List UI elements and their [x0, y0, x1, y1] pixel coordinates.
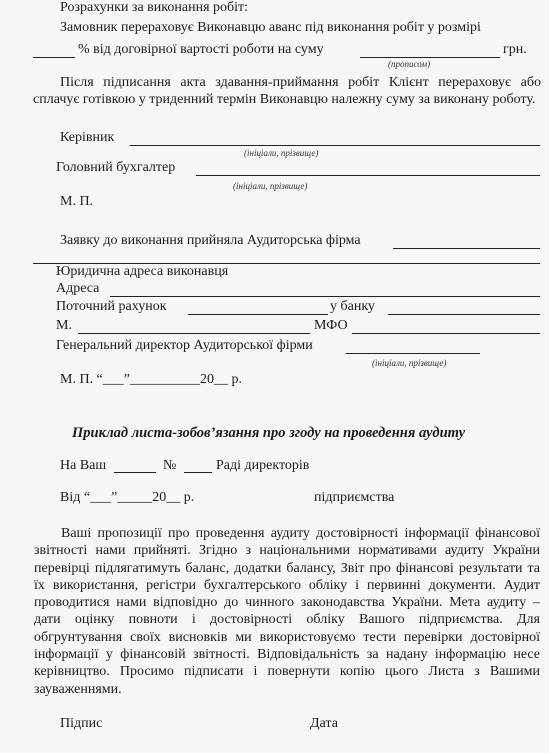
advance-line-1: Замовник перераховує Виконавцю аванс під виконання робіт у розмірі [60, 20, 481, 35]
director-blank [346, 353, 480, 354]
date-label: Дата [310, 716, 338, 731]
sum-blank [360, 57, 500, 58]
letter-body: Ваші пропозиції про проведення аудиту достовірності інформації фінансової звітності нами прийняті. Згідно з національними нормативами аудиту України перевірці підлягатимуть баланс, додатки балансу, Звіт про фінансові результати та їх використання, регістри бухгалтерського обліку і первинні документи. Аудит проводитися нами відповідно до чинного законодавства України. Мета аудиту – дати оцінку повноти і достовірності обліку Вашого підприємства. Для обгрунтування своїх висновків ми використовуємо тести перевірки достовірної інформації у фінансовій звітності. Відповідальність за надану інформацію несе керівництво. Просимо підписати і повернути копію цього Листа з Вашими зауваженнями. [34, 526, 540, 697]
head-initials-note: (ініціали, прізвище) [244, 148, 319, 158]
chief-accountant-label: Головний бухгалтер [56, 160, 176, 175]
head-label: Керівник [60, 130, 115, 145]
account-blank [188, 314, 328, 315]
from-date-line: Від “___”_____20__ р. [60, 490, 195, 505]
board-label: Раді директорів [216, 458, 310, 473]
seal-label: М. П. [60, 194, 94, 209]
enterprise-label: підприємства [314, 490, 395, 505]
city-blank [78, 333, 310, 334]
address-blank [110, 296, 540, 297]
bank-blank [388, 314, 540, 315]
in-bank-label: у банку [330, 299, 375, 314]
firm-blank [393, 248, 540, 249]
number-blank [184, 472, 212, 473]
section-calc-heading: Розрахунки за виконання робіт: [60, 0, 249, 15]
mfo-blank [352, 333, 540, 334]
advance-percent-text: % від договірної вартості роботи на суму [78, 42, 324, 57]
chief-accountant-blank [196, 175, 540, 176]
mfo-label: МФО [314, 318, 348, 333]
current-account-label: Поточний рахунок [56, 299, 167, 314]
legal-address-label: Юридична адреса виконавця [56, 264, 229, 279]
accepted-by-label: Заявку до виконання прийняла Аудиторська фірма [60, 233, 361, 248]
head-blank [130, 145, 540, 146]
after-sign-paragraph: Після підписання акта здавання-приймання робіт Клієнт перераховує або сплачує готівкою у триденний термін Виконавцю належну суму за виконану роботу. [33, 75, 541, 108]
currency-label: грн. [503, 42, 527, 57]
letter-title: Приклад листа-зобов’язання про згоду на проведення аудиту [72, 425, 466, 441]
director-initials-note: (ініціали, прізвище) [372, 358, 447, 368]
chief-initials-note: (ініціали, прізвище) [233, 181, 308, 191]
words-note: (прописом) [388, 59, 431, 69]
gen-director-label: Генеральний директор Аудиторської фірми [56, 338, 313, 353]
percent-blank [33, 57, 75, 58]
date-seal-line: М. П. “___”__________20__ р. [60, 372, 242, 387]
city-label: М. [56, 318, 72, 333]
your-blank [114, 472, 156, 473]
number-sign: № [163, 458, 177, 473]
address-label: Адреса [56, 281, 100, 296]
signature-label: Підпис [60, 716, 103, 731]
your-no-label: На Ваш [60, 458, 107, 473]
